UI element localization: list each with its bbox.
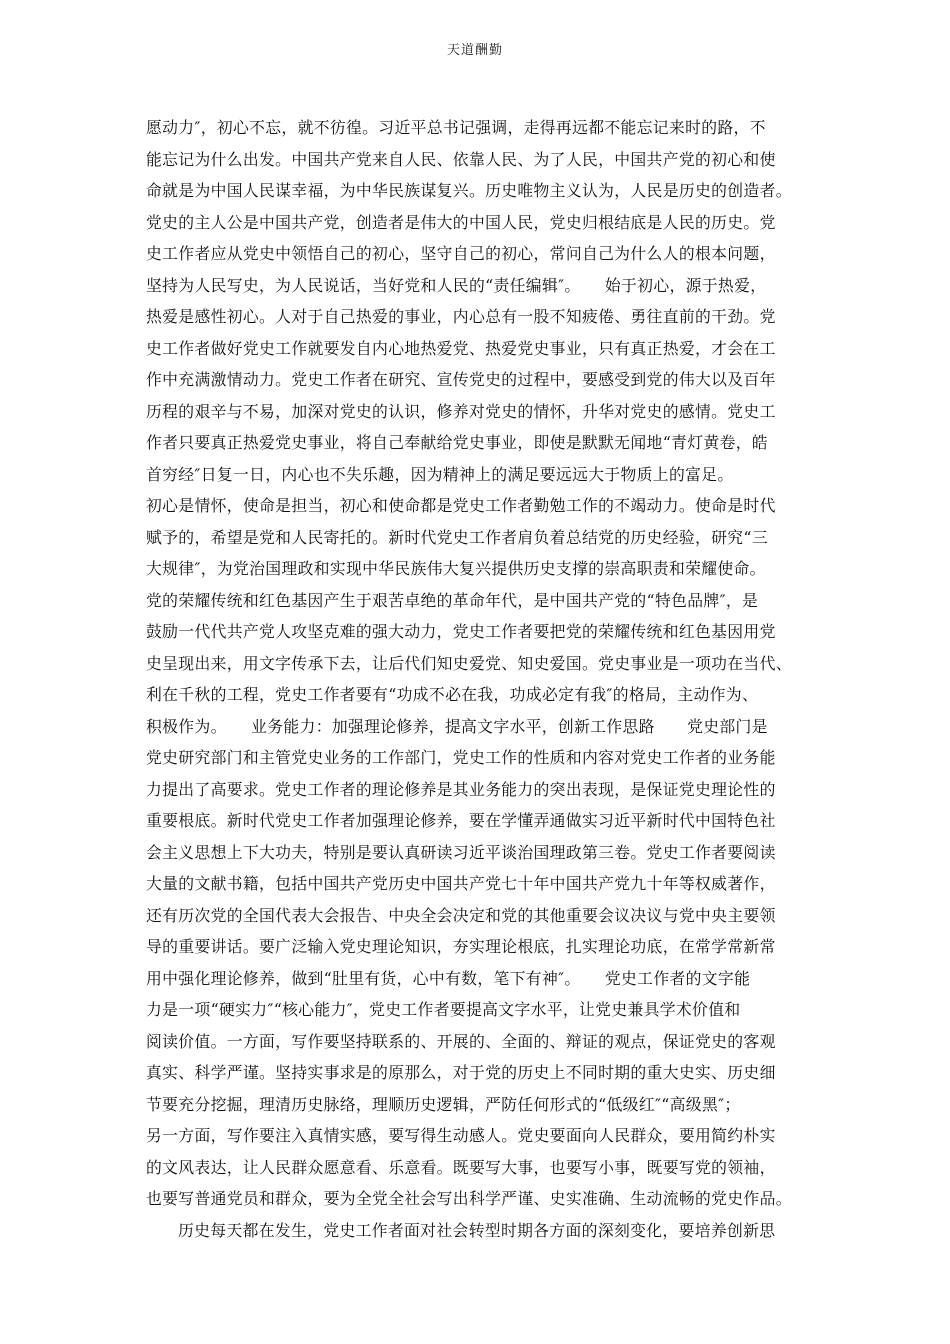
text-line: 命就是为中国人民谋幸福，为中华民族谋复兴。历史唯物主义认为，人民是历史的创造者。 (146, 181, 792, 200)
text-line: 首穷经″日复一日，内心也不失乐趣，因为精神上的满足要远远大于物质上的富足。 (146, 464, 734, 484)
text-line: 史呈现出来，用文字传承下去，让后代们知史爱党、知史爱国。党史事业是一项功在当代、 (146, 653, 792, 673)
text-line: 党的荣耀传统和红色基因产生于艰苦卓绝的革命年代，是中国共产党的“特色品牌″，是 (146, 590, 759, 610)
text-line: 大规律″，为党治国理政和实现中华民族伟大复兴提供历史支撑的崇高职责和荣耀使命。 (146, 559, 766, 578)
text-line: 党史研究部门和主管党史业务的工作部门，党史工作的性质和内容对党史工作者的业务能 (146, 748, 776, 767)
text-line: 历程的艰辛与不易，加深对党史的认识，修养对党史的情怀，升华对党史的感情。党史工 (146, 401, 776, 421)
text-line: 利在千秋的工程，党史工作者要有“功成不必在我，功成必定有我″的格局，主动作为、 (146, 685, 759, 704)
text-line: 史工作者做好党史工作就要发自内心地热爱党、热爱党史事业，只有真正热爱，才会在工 (146, 338, 776, 358)
text-line: 作中充满激情动力。党史工作者在研究、宣传党史的过程中，要感受到党的伟大以及百年 (146, 370, 776, 389)
text-line: 阅读价值。一方面，写作要坚持联系的、开展的、全面的、辩证的观点，保证党史的客观 (146, 1031, 776, 1051)
text-line: 用中强化理论修养，做到“肚里有货，心中有数，笔下有神″。 党史工作者的文字能 (146, 968, 751, 988)
text-line: 大量的文献书籍，包括中国共产党历史中国共产党七十年中国共产党九十年等权威著作， (146, 874, 776, 893)
text-line: 还有历次党的全国代表大会报告、中央全会决定和党的其他重要会议决议与党中央主要领 (146, 905, 776, 925)
text-line: 鼓励一代代共产党人攻坚克难的强大动力，党史工作者要把党的荣耀传统和红色基因用党 (146, 622, 776, 641)
text-line: 初心是情怀，使命是担当，初心和使命都是党史工作者勤勉工作的不竭动力。使命是时代 (146, 496, 776, 515)
text-line: 节要充分挖掘，理清历史脉络，理顺历史逻辑，严防任何形式的“低级红″“高级黑″； (146, 1094, 741, 1114)
text-line: 赋予的，希望是党和人民寄托的。新时代党史工作者肩负着总结党的历史经验，研究“三 (146, 527, 769, 547)
text-line: 党史的主人公是中国共产党，创造者是伟大的中国人民，党史归根结底是人民的历史。党 (146, 212, 776, 232)
text-line: 力提出了高要求。党史工作者的理论修养是其业务能力的突出表现，是保证党史理论性的 (146, 779, 776, 799)
text-line: 愿动力″，初心不忘，就不彷徨。习近平总书记强调，走得再远都不能忘记来时的路，不 (146, 118, 766, 137)
text-line: 也要写普通党员和群众，要为全党全社会写出科学严谨、史实准确、生动流畅的党史作品。 (146, 1189, 792, 1208)
text-line: 的文风表达，让人民群众愿意看、乐意看。既要写大事，也要写小事，既要写党的领袖， (146, 1157, 776, 1177)
text-line: 重要根底。新时代党史工作者加强理论修养，要在学懂弄通做实习近平新时代中国特色社 (146, 811, 776, 830)
text-line: 导的重要讲话。要广泛输入党史理论知识，夯实理论根底，扎实理论功底，在常学常新常 (146, 937, 776, 956)
text-line: 另一方面，写作要注入真情实感，要写得生动感人。党史要面向人民群众，要用简约朴实 (146, 1126, 776, 1145)
text-line: 作者只要真正热爱党史事业，将自己奉献给党史事业，即使是默默无闻地“青灯黄卷，皓 (146, 433, 769, 452)
text-line: 力是一项“硬实力″“核心能力″，党史工作者要提高文字水平，让党史兼具学术价值和 (146, 1000, 741, 1019)
text-line: 真实、科学严谨。坚持实事求是的原那么，对于党的历史上不同时期的重大史实、历史细 (146, 1063, 776, 1082)
page-header: 天道酬勤 (446, 43, 503, 58)
text-line: 史工作者应从党史中领悟自己的初心，坚守自己的初心，常问自己为什么人的根本问题， (146, 244, 776, 263)
text-line: 坚持为人民写史，为人民说话，当好党和人民的“责任编辑″。 始于初心，源于热爱， (146, 275, 767, 295)
text-line: 能忘记为什么出发。中国共产党来自人民、依靠人民、为了人民，中国共产党的初心和使 (146, 149, 776, 169)
text-line-indented: 历史每天都在发生，党史工作者面对社会转型时期各方面的深刻变化，要培养创新思 (178, 1220, 776, 1240)
text-line: 会主义思想上下大功夫，特别是要认真研读习近平谈治国理政第三卷。党史工作者要阅读 (146, 842, 776, 862)
document-body (146, 112, 810, 1246)
text-line: 热爱是感性初心。人对于自己热爱的事业，内心总有一股不知疲倦、勇往直前的干劲。党 (146, 307, 776, 326)
text-line: 积极作为。 业务能力：加强理论修养，提高文字水平，创新工作思路 党史部门是 (146, 716, 768, 736)
